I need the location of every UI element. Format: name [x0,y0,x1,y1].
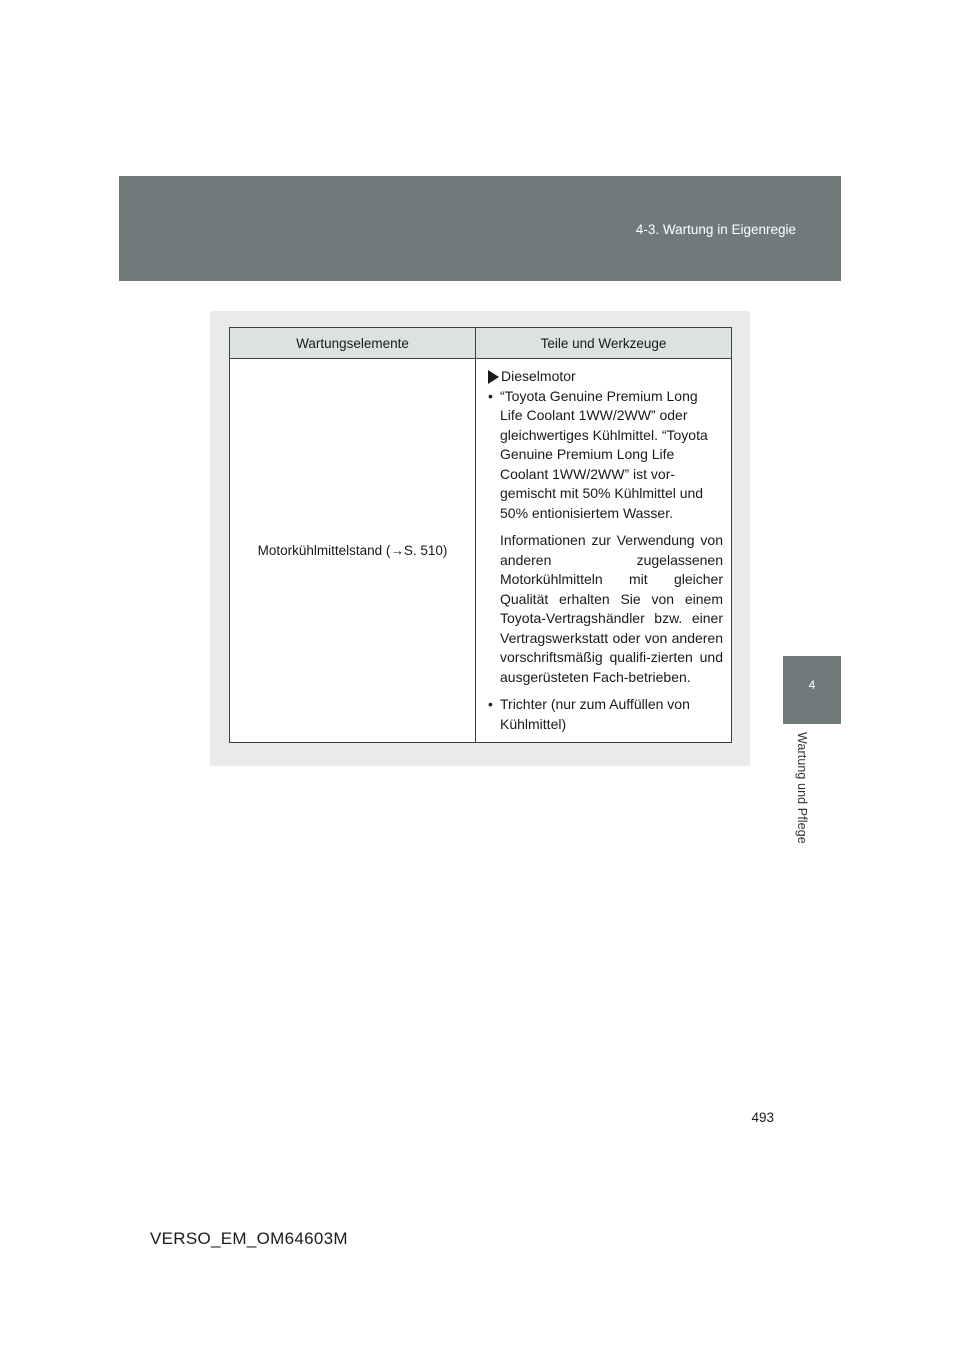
coolant-spec: “Toyota Genuine Premium Long Life Coolant 1WW/2WW” oder gleichwertiges Kühlmittel. “Toyota Genuine Premium Long Life Coolant 1WW/2WW” ist vor-gemischt mit 50% Kühlmittel und 50% entionisiertem Wasser. [500,387,708,521]
chapter-number: 4 [808,678,816,692]
table-row [230,359,732,743]
page-number: 493 [751,1110,774,1125]
list-item [488,695,723,734]
chapter-label: Wartung und Pflege [795,732,809,844]
funnel-item: Trichter (nur zum Auffüllen von Kühlmittel) [500,696,690,732]
table-panel [210,311,750,766]
chapter-tab [783,656,841,724]
document-code: VERSO_EM_OM64603M [150,1229,348,1248]
maintenance-table [229,327,732,743]
list-item [488,387,723,524]
engine-heading [488,367,723,387]
engine-type: Dieselmotor [501,368,576,384]
section-title: 4-3. Wartung in Eigenregie [635,222,796,237]
parts-cell [476,359,732,743]
maintenance-item-cell: Motorkühlmittelstand (→S. 510) [230,359,476,743]
info-paragraph: Informationen zur Verwendung von anderen zugelassenen Motorkühlmitteln mit gleicher Qualität erhalten Sie von einem Toyota-Vertragshändler bzw. einer Vertragswerkstatt oder von anderen vorschriftsmäßig qualifi-zierten und ausgerüsteten Fach-betrieben. [500,532,723,685]
column-header-items: Wartungselemente [230,328,476,359]
header-band [119,176,841,281]
triangle-right-icon [488,370,499,384]
table-header-row [230,328,732,359]
column-header-parts: Teile und Werkzeuge [476,328,732,359]
bullet-icon: • [488,387,493,404]
bullet-icon: • [488,696,493,712]
